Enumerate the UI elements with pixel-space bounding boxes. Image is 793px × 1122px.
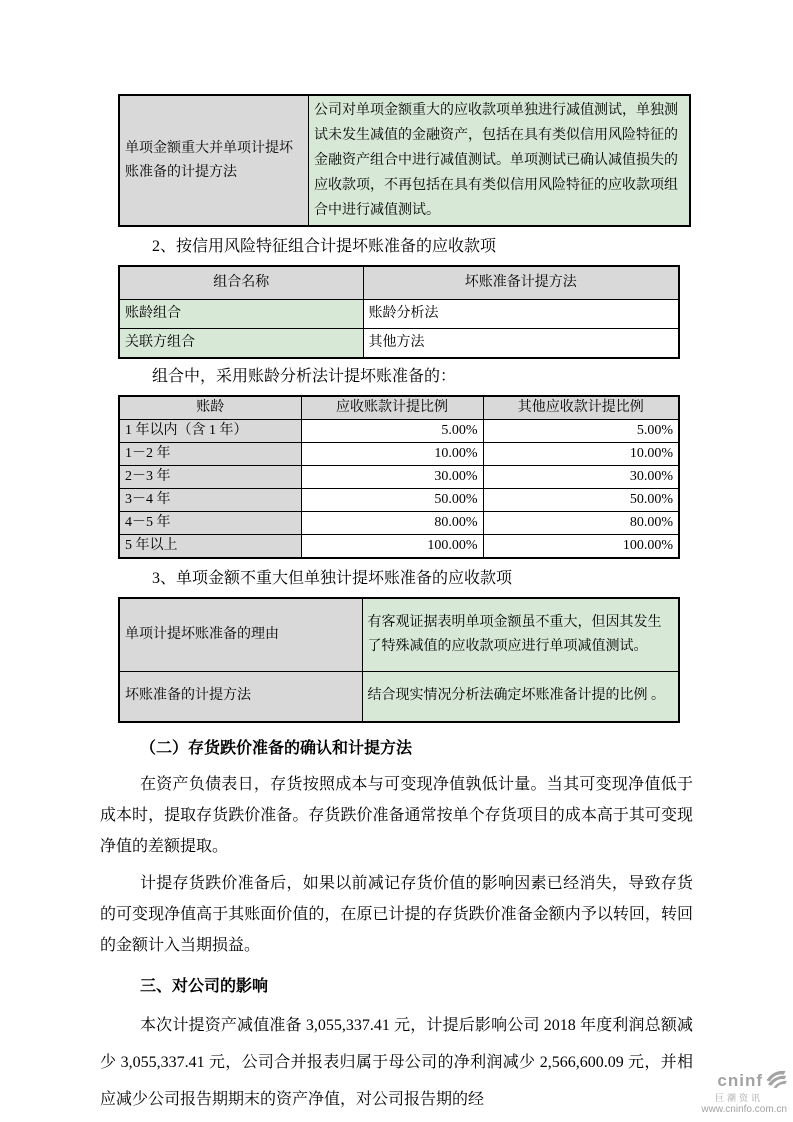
impact-paragraph: 本次计提资产减值准备 3,055,337.41 元，计提后影响公司 2018 年度利润总额减少 3,055,337.41 元，公司合并报表归属于母公司的净利润减少 2,566,600.09 元，并相应减少公司报告期期末的资产净值，对公司报告期的经 <box>100 1016 693 1108</box>
ar-ratio-cell: 80.00% <box>301 511 483 534</box>
row-label-cell: 单项金额重大并单项计提坏账准备的计提方法 <box>119 95 309 226</box>
table-header-row <box>119 396 679 420</box>
cninfo-url: www.cninfo.com.cn <box>701 1104 787 1115</box>
other-ratio-cell: 10.00% <box>483 442 679 465</box>
cninfo-footer <box>627 1068 787 1116</box>
age-bucket-cell: 1 年以内（含 1 年） <box>119 419 301 442</box>
column-header: 账龄 <box>119 396 301 420</box>
age-bucket-cell: 4－5 年 <box>119 511 301 534</box>
table-row <box>119 488 679 511</box>
column-header: 其他应收款计提比例 <box>483 396 679 420</box>
cninfo-brand-chinese: 巨潮资讯 <box>714 1093 763 1103</box>
portfolio-method-cell: 其他方法 <box>363 328 679 358</box>
ar-ratio-cell: 30.00% <box>301 465 483 488</box>
section-2-heading: 2、按信用风险特征组合计提坏账准备的应收款项 <box>152 238 497 255</box>
cninfo-logo <box>627 1068 787 1093</box>
table-row <box>119 598 679 672</box>
table-row <box>119 511 679 534</box>
table-row <box>119 534 679 558</box>
row-value-cell: 有客观证据表明单项金额虽不重大，但因其发生了特殊减值的应收款项应进行单项减值测试。 <box>362 598 679 672</box>
section-3-heading: 3、单项金额不重大但单独计提坏账准备的应收款项 <box>152 569 513 587</box>
portfolio-table <box>118 265 680 359</box>
ar-ratio-cell: 100.00% <box>301 534 483 558</box>
inventory-section-heading: （二）存货跌价准备的确认和计提方法 <box>140 739 413 757</box>
insignificant-receivables-table <box>118 597 680 723</box>
table-row <box>119 465 679 488</box>
age-bucket-cell: 5 年以上 <box>119 534 301 558</box>
cninfo-logo-text: cninf <box>717 1070 763 1090</box>
ar-ratio-cell: 5.00% <box>301 419 483 442</box>
table-header-row <box>119 266 679 299</box>
other-ratio-cell: 80.00% <box>483 511 679 534</box>
aging-analysis-table <box>118 395 680 559</box>
row-value-cell: 结合现实情况分析法确定坏账准备计提的比例 。 <box>362 672 679 722</box>
ar-ratio-cell: 10.00% <box>301 442 483 465</box>
other-ratio-cell: 100.00% <box>483 534 679 558</box>
impact-section-heading: 三、对公司的影响 <box>140 977 269 995</box>
row-value-cell: 公司对单项金额重大的应收款项单独进行减值测试，单独测试未发生减值的金融资产，包括在具有类似信用风险特征的金融资产组合中进行减值测试。单项测试已确认减值损失的应收款项，不再包括在具有类似信用风险特征的应收款项组合中进行减值测试。 <box>309 95 691 226</box>
table-row <box>119 442 679 465</box>
column-header: 组合名称 <box>119 266 363 299</box>
table-row <box>119 328 679 358</box>
table-row <box>119 419 679 442</box>
significant-receivables-table <box>118 94 691 227</box>
other-ratio-cell: 50.00% <box>483 488 679 511</box>
document-content <box>100 0 693 1122</box>
aging-note: 组合中，采用账龄分析法计提坏账准备的： <box>152 367 457 385</box>
portfolio-method-cell: 账龄分析法 <box>363 299 679 328</box>
portfolio-name-cell: 账龄组合 <box>119 299 363 328</box>
inventory-paragraph-2: 计提存货跌价准备后，如果以前减记存货价值的影响因素已经消失，导致存货的可变现净值高于其账面价值的，在原已计提的存货跌价准备金额内予以转回，转回的金额计入当期损益。 <box>100 874 693 954</box>
column-header: 坏账准备计提方法 <box>363 266 679 299</box>
row-label-cell: 单项计提坏账准备的理由 <box>119 598 362 672</box>
age-bucket-cell: 2－3 年 <box>119 465 301 488</box>
portfolio-name-cell: 关联方组合 <box>119 328 363 358</box>
other-ratio-cell: 5.00% <box>483 419 679 442</box>
age-bucket-cell: 3－4 年 <box>119 488 301 511</box>
table-row <box>119 299 679 328</box>
inventory-paragraph-1: 在资产负债表日，存货按照成本与可变现净值孰低计量。当其可变现净值低于成本时，提取存货跌价准备。存货跌价准备通常按单个存货项目的成本高于其可变现净值的差额提取。 <box>100 775 693 855</box>
cninfo-swirl-icon <box>765 1068 787 1093</box>
row-label-cell: 坏账准备的计提方法 <box>119 672 362 722</box>
ar-ratio-cell: 50.00% <box>301 488 483 511</box>
column-header: 应收账款计提比例 <box>301 396 483 420</box>
age-bucket-cell: 1－2 年 <box>119 442 301 465</box>
table-row <box>119 95 690 226</box>
other-ratio-cell: 30.00% <box>483 465 679 488</box>
table-row <box>119 672 679 722</box>
